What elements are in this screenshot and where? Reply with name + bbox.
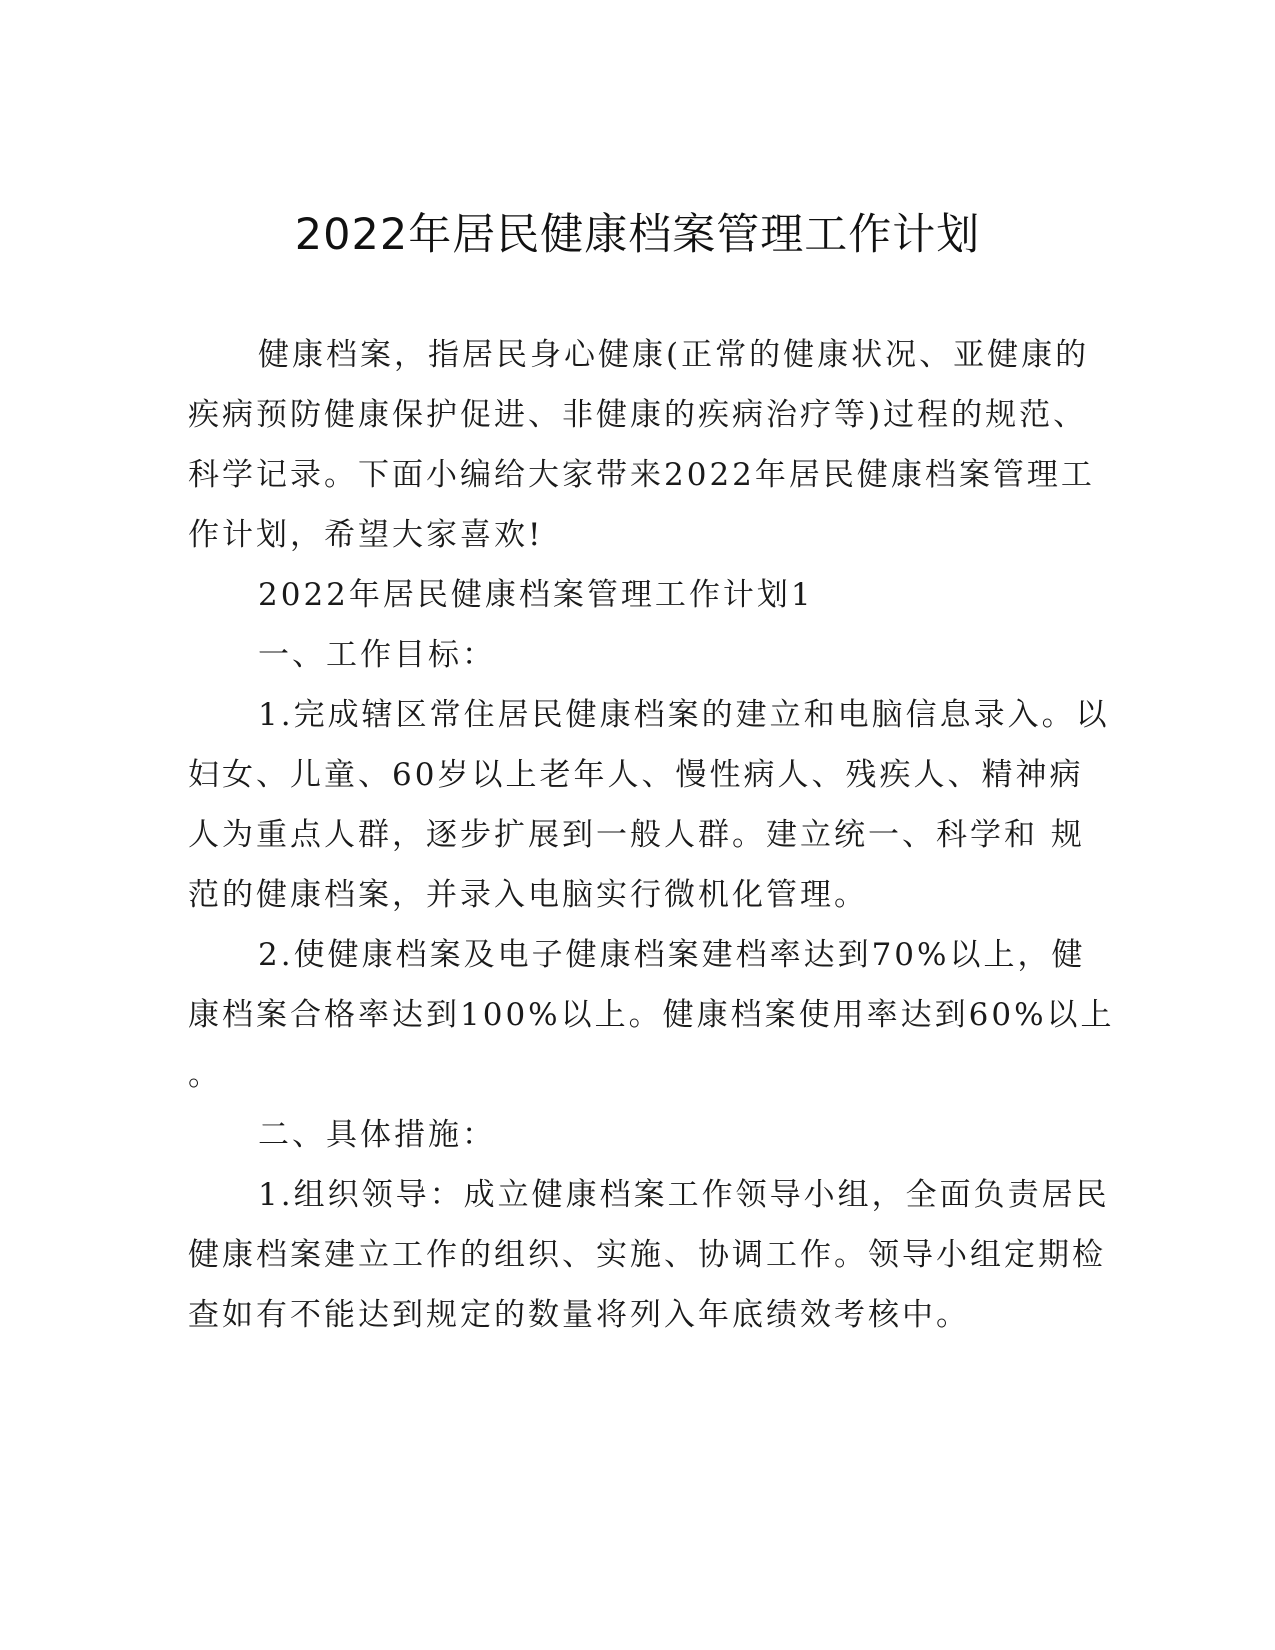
goal-item-line: 1.完成辖区常住居民健康档案的建立和电脑信息录入。以 xyxy=(258,697,1110,733)
goal-item-line: 人为重点人群，逐步扩展到一般人群。建立统一、科学和 规 xyxy=(188,817,1085,853)
document-title: 2022年居民健康档案管理工作计划 xyxy=(294,210,981,260)
section-heading-measures: 二、具体措施： xyxy=(258,1117,496,1153)
goal-item-line: 范的健康档案，并录入电脑实行微机化管理。 xyxy=(188,877,868,913)
goal-item-line: 2.使健康档案及电子健康档案建档率达到70%以上，健 xyxy=(258,937,1086,973)
intro-line: 科学记录。下面小编给大家带来2022年居民健康档案管理工 xyxy=(188,457,1095,493)
measure-item-line: 查如有不能达到规定的数量将列入年底绩效考核中。 xyxy=(188,1297,970,1333)
plan-heading: 2022年居民健康档案管理工作计划1 xyxy=(258,577,814,613)
measure-item-line: 1.组织领导：成立健康档案工作领导小组，全面负责居民 xyxy=(258,1177,1110,1213)
section-heading-goals: 一、工作目标： xyxy=(258,637,496,673)
goal-item-line: 。 xyxy=(188,1057,222,1093)
intro-line: 作计划，希望大家喜欢! xyxy=(188,517,544,553)
goal-item-line: 康档案合格率达到100%以上。健康档案使用率达到60%以上 xyxy=(188,997,1115,1033)
intro-line: 疾病预防健康保护促进、非健康的疾病治疗等)过程的规范、 xyxy=(188,397,1088,433)
goal-item-line: 妇女、儿童、60岁以上老年人、慢性病人、残疾人、精神病 xyxy=(188,757,1084,793)
document-body xyxy=(188,325,1115,1345)
intro-line: 健康档案，指居民身心健康(正常的健康状况、亚健康的 xyxy=(258,337,1090,373)
measure-item-line: 健康档案建立工作的组织、实施、协调工作。领导小组定期检 xyxy=(188,1237,1106,1273)
